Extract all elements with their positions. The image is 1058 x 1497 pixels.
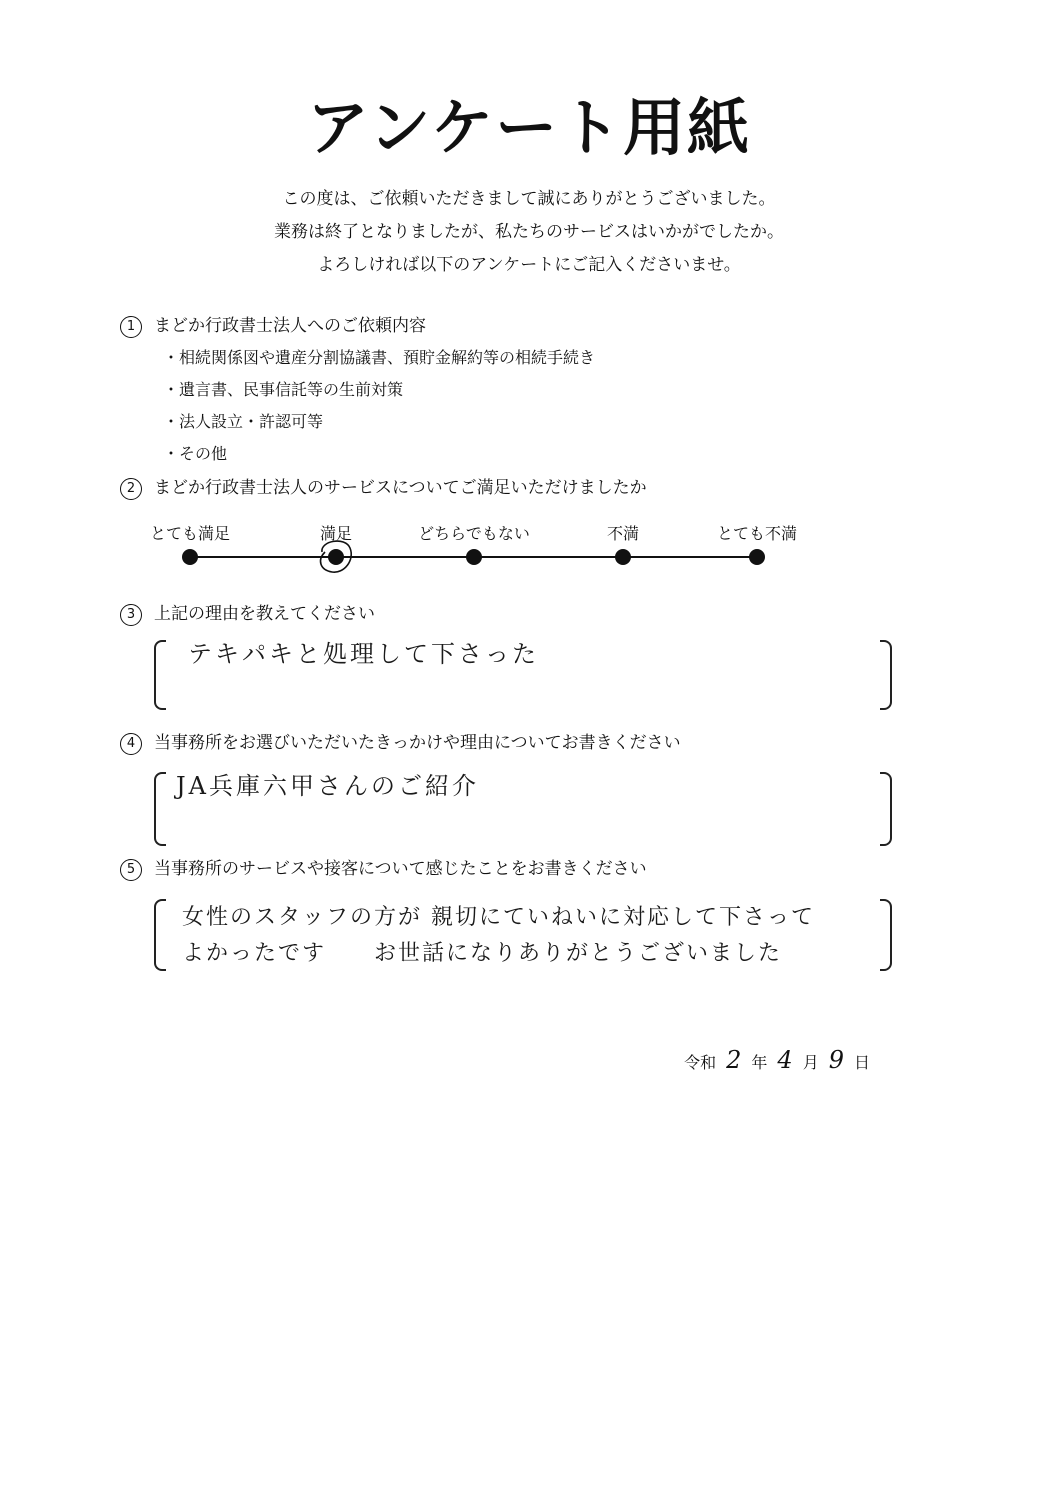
page-title: アンケート用紙: [306, 91, 752, 164]
answer-bracket-right: [880, 640, 892, 710]
q1-option[interactable]: ・法人設立・許認可等: [163, 412, 324, 431]
date-day[interactable]: 9: [828, 1046, 844, 1074]
intro-line: よろしければ以下のアンケートにご記入くださいませ。: [317, 255, 741, 275]
date-day-unit: 日: [853, 1053, 870, 1072]
answer-bracket-left: [154, 899, 166, 971]
question-4: [120, 731, 681, 755]
date-line: [684, 1045, 870, 1078]
question-number: 5: [120, 859, 142, 881]
question-3: [120, 602, 375, 626]
q1-option[interactable]: ・相続関係図や遺産分割協議書、預貯金解約等の相続手続き: [163, 348, 596, 367]
scale-dot-very-satisfied[interactable]: [182, 549, 198, 565]
intro-line: この度は、ご依頼いただきまして誠にありがとうございました。: [282, 189, 776, 209]
question-label: 当事務所をお選びいただいたきっかけや理由についてお書きください: [154, 733, 681, 753]
scale-label-very-dissatisfied: とても不満: [716, 524, 798, 543]
q3-answer[interactable]: テキパキと処理して下さった: [188, 640, 539, 668]
question-5: [120, 857, 647, 881]
question-label: まどか行政書士法人へのご依頼内容: [154, 316, 426, 336]
answer-bracket-left: [154, 772, 166, 846]
question-label: 上記の理由を教えてください: [154, 604, 375, 624]
answer-bracket-right: [880, 899, 892, 971]
question-number: 2: [120, 478, 142, 500]
q4-answer[interactable]: JA兵庫六甲さんのご紹介: [176, 772, 479, 800]
question-number: 3: [120, 604, 142, 626]
q5-answer-line[interactable]: よかったです お世話になりありがとうございました: [182, 941, 783, 966]
scale-label-satisfied: 満足: [319, 524, 353, 543]
scale-label-neutral: どちらでもない: [418, 524, 530, 543]
intro-line: 業務は終了となりましたが、私たちのサービスはいかがでしたか。: [274, 222, 784, 242]
date-era: 令和: [684, 1053, 717, 1072]
question-number: 4: [120, 733, 142, 755]
scale-dot-neutral[interactable]: [466, 549, 482, 565]
q1-option[interactable]: ・その他: [163, 444, 228, 463]
scale-dot-very-dissatisfied[interactable]: [749, 549, 765, 565]
date-year-unit: 年: [751, 1053, 768, 1072]
question-number: 1: [120, 316, 142, 338]
date-month-unit: 月: [802, 1053, 819, 1072]
question-label: 当事務所のサービスや接客について感じたことをお書きください: [154, 859, 647, 879]
answer-bracket-left: [154, 640, 166, 710]
scale-dot-satisfied[interactable]: [328, 549, 344, 565]
scale-label-very-satisfied: とても満足: [149, 524, 231, 543]
date-year[interactable]: 2: [726, 1046, 742, 1074]
scale-label-dissatisfied: 不満: [606, 524, 640, 543]
answer-bracket-right: [880, 772, 892, 846]
q5-answer-line[interactable]: 女性のスタッフの方が 親切にていねいに対応して下さって: [182, 905, 815, 930]
date-month[interactable]: 4: [777, 1046, 793, 1074]
q1-option[interactable]: ・遺言書、民事信託等の生前対策: [163, 380, 404, 399]
question-label: まどか行政書士法人のサービスについてご満足いただけましたか: [154, 478, 647, 498]
scale-dot-dissatisfied[interactable]: [615, 549, 631, 565]
